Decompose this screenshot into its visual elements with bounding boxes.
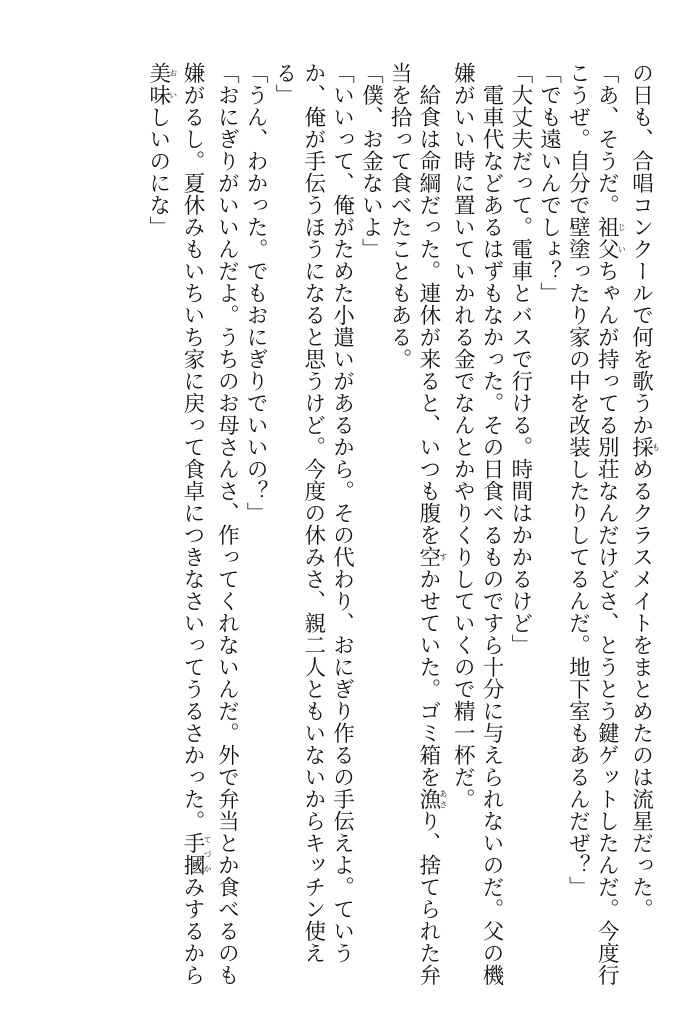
text-column <box>476 62 505 986</box>
text-column <box>384 62 413 962</box>
text-column <box>626 62 660 962</box>
text-segment: 「大丈夫だって。電車とバスで行ける。時間はかかるけど」 <box>507 62 533 656</box>
text-segment: の日も、合唱コンクールで何を歌うか <box>628 62 654 436</box>
text-segment: 嫌がるし。夏休みもいちいち家に戻って食卓につきなさいってうるさかった。 <box>180 62 206 832</box>
ruby-base: 採 <box>628 436 654 458</box>
text-column <box>143 62 177 962</box>
ruby-base: 手摑 <box>180 832 206 876</box>
text-segment: 嫌がいい時に置いていかれる金でなんとかやりくりしていくので精一杯だ。 <box>450 62 476 810</box>
text-segment: 「でも遠いんでしょ？」 <box>536 62 562 304</box>
text-segment: る」 <box>271 62 297 106</box>
text-segment: 「あ、そうだ。 <box>594 62 620 216</box>
text-column <box>447 62 476 962</box>
text-column <box>269 62 298 962</box>
text-segment: しいのにな」 <box>145 106 171 238</box>
ruby-base: 空 <box>415 546 441 568</box>
text-column <box>563 62 592 962</box>
text-column <box>413 62 448 986</box>
ruby-reading: おい <box>168 62 178 106</box>
ruby-reading: あさ <box>438 788 448 810</box>
text-segment: か、俺が手伝うほうになると思うけど。今度の休みさ、親二人ともいないからキッチン使え <box>300 62 326 964</box>
text-segment: 「おにぎりがいいんだよ。うちのお母さんさ、作ってくれないんだ。外で弁当とか食べるのも <box>214 62 240 986</box>
ruby-base: 漁 <box>415 788 441 810</box>
text-segment: 当を拾って食べたこともある。 <box>387 62 413 370</box>
text-column <box>212 62 241 986</box>
ruby-base: 美味 <box>145 62 171 106</box>
ruby-annotated-word <box>628 436 661 458</box>
text-column <box>240 62 269 962</box>
text-column <box>298 62 327 962</box>
ruby-annotated-word <box>180 832 213 876</box>
text-segment: 給食は命綱だった。連休が来ると、いつも腹を <box>415 62 441 546</box>
text-segment: 「いいって、俺がためた小遣いがあるから。その代わり、おにぎり作るの手伝えよ。ていう <box>329 62 355 964</box>
ruby-annotated-word <box>145 62 178 106</box>
ruby-annotated-word <box>415 788 448 810</box>
ruby-reading: も <box>651 436 661 458</box>
ruby-reading: じい <box>617 216 627 260</box>
text-column <box>505 62 534 962</box>
ruby-annotated-word <box>415 546 448 568</box>
text-column <box>327 62 356 962</box>
text-segment: 「うん、わかった。でもおにぎりでいいの？」 <box>243 62 269 524</box>
text-segment: 電車代などあるはずもなかった。その日食べるものですら十分に与えられないのだ。父の機 <box>479 62 505 986</box>
text-segment: かせていた。ゴミ箱を <box>415 568 441 788</box>
text-column <box>356 62 385 962</box>
text-segment: こうぜ。自分で壁塗ったり家の中を改装したりしてるんだ。地下室もあるんだぜ？」 <box>565 62 591 898</box>
text-segment: みするから <box>180 876 206 986</box>
ruby-reading: す <box>438 546 448 568</box>
ruby-base: 祖父 <box>594 216 620 260</box>
text-segment: 「僕、お金ないよ」 <box>358 62 384 260</box>
ruby-annotated-word <box>594 216 627 260</box>
vertical-text-body <box>143 62 661 986</box>
ruby-reading: てづか <box>203 832 213 876</box>
text-column <box>177 62 213 986</box>
text-segment: めるクラスメイトをまとめたのは流星だった。 <box>628 458 654 920</box>
text-segment: り、捨てられた弁 <box>415 810 441 986</box>
text-segment: ちゃんが持ってる別荘なんだけどさ、とうとう鍵ゲットしたんだ。今度行 <box>594 260 620 986</box>
text-column <box>591 62 627 986</box>
text-column <box>534 62 563 962</box>
